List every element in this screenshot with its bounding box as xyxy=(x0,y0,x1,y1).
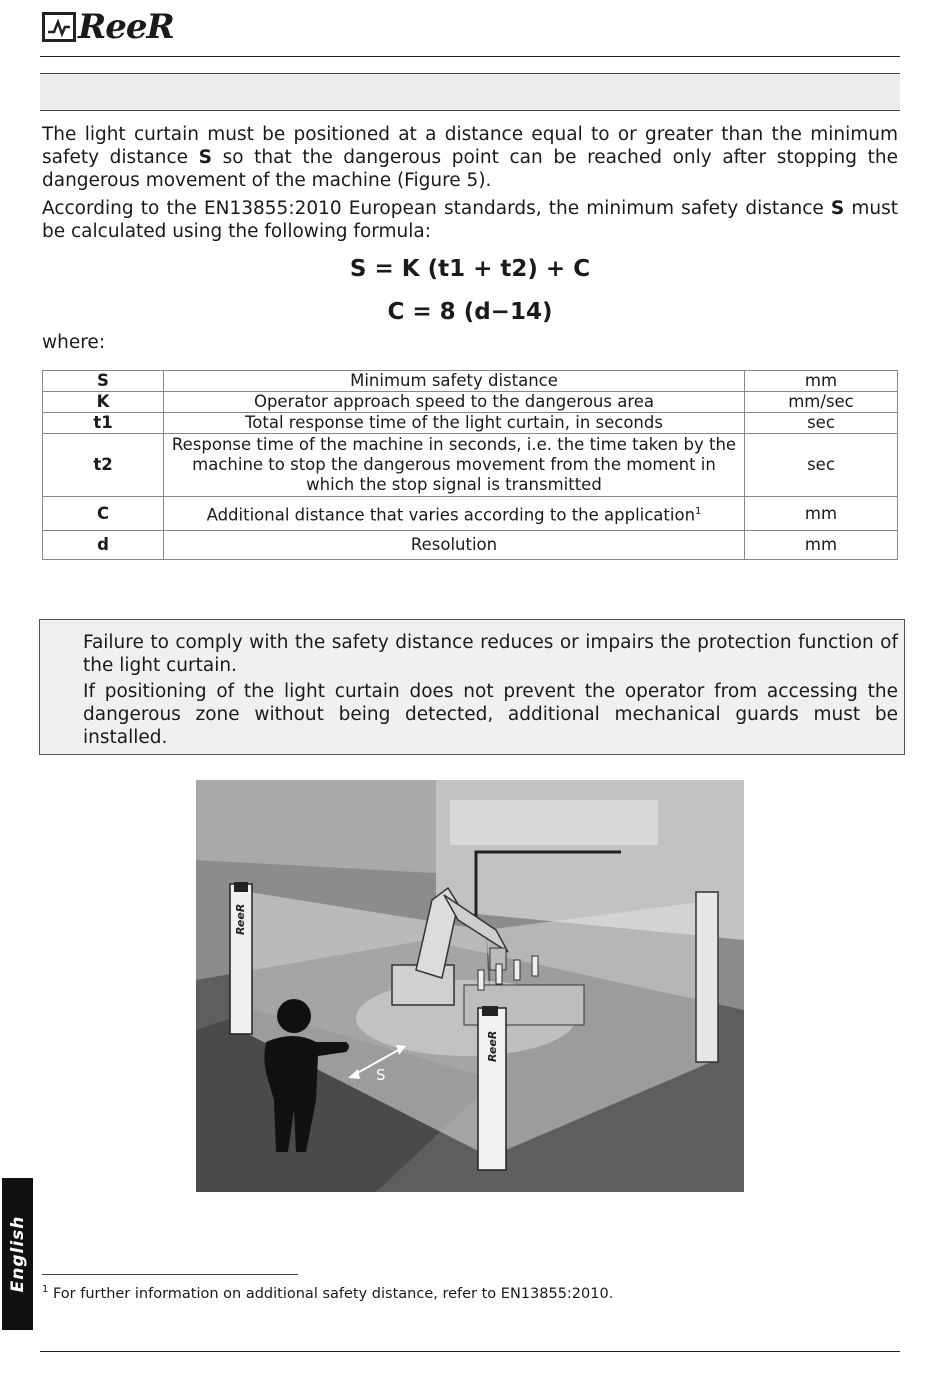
definitions-table xyxy=(42,370,898,560)
logo-text: ReeR xyxy=(78,7,174,47)
warning-box xyxy=(39,619,905,755)
table-row xyxy=(43,531,898,560)
safety-distance-illustration xyxy=(196,780,744,1192)
unit-cell: mm xyxy=(745,371,898,392)
symbol-cell: d xyxy=(43,531,164,560)
table-row xyxy=(43,497,898,531)
footnote-ref: 1 xyxy=(695,505,702,517)
warning-text-2: If positioning of the light curtain does not prevent the operator from accessing the dangerous zone without being detected, additional mechanical guards must be installed. xyxy=(83,681,898,748)
description-cell: Resolution xyxy=(164,531,745,560)
footer-rule xyxy=(40,1351,900,1352)
table-row xyxy=(43,434,898,497)
unit-cell: mm xyxy=(745,497,898,531)
symbol-cell: S xyxy=(43,371,164,392)
intro-paragraph: The light curtain must be positioned at a distance equal to or greater than the minimum safety distance S so that the dangerous point can be reached only after stopping the dangerous movement of the machine (Figure 5). xyxy=(42,124,898,191)
reer-logo xyxy=(42,7,174,47)
footnote-mark: 1 xyxy=(42,1284,49,1295)
description-cell: Operator approach speed to the dangerous area xyxy=(164,392,745,413)
unit-cell: mm/sec xyxy=(745,392,898,413)
description-cell: Additional distance that varies according to the application$^1$ xyxy=(164,497,745,531)
logo-mark-icon xyxy=(42,12,76,42)
header-rule xyxy=(40,56,900,57)
symbol-cell: t2 xyxy=(43,434,164,497)
footnote-rule xyxy=(42,1274,298,1275)
emitter-brand-left: ReeR xyxy=(234,903,247,935)
distance-label: S xyxy=(376,1066,386,1084)
symbol-cell: C xyxy=(43,497,164,531)
warning-text-1: Failure to comply with the safety distance reduces or impairs the protection function of the light curtain. xyxy=(83,632,898,676)
unit-cell: mm xyxy=(745,531,898,560)
language-tab xyxy=(2,1178,33,1330)
language-tab-label: English xyxy=(7,1215,28,1293)
unit-cell: sec xyxy=(745,413,898,434)
footnote xyxy=(42,1284,613,1302)
table-row xyxy=(43,413,898,434)
symbol-cell: K xyxy=(43,392,164,413)
formula-additional-distance: C = 8 (d−14) xyxy=(387,299,553,325)
where-label: where: xyxy=(42,332,106,353)
footnote-text: For further information on additional safety distance, refer to EN13855:2010. xyxy=(52,1285,614,1302)
emitter-brand-front: ReeR xyxy=(486,1030,499,1062)
table-row xyxy=(43,371,898,392)
description-cell: Minimum safety distance xyxy=(164,371,745,392)
description-cell: Response time of the machine in seconds, i.e. the time taken by the machine to stop the dangerous movement from the moment in which the stop signal is transmitted xyxy=(164,434,745,497)
formula-safety-distance: S = K (t1 + t2) + C xyxy=(349,256,591,282)
symbol-cell: t1 xyxy=(43,413,164,434)
description-cell: Total response time of the light curtain, in seconds xyxy=(164,413,745,434)
unit-cell: sec xyxy=(745,434,898,497)
standard-paragraph: According to the EN13855:2010 European standards, the minimum safety distance S must be calculated using the following formula: xyxy=(42,198,898,242)
table-row xyxy=(43,392,898,413)
section-title-band xyxy=(40,73,900,111)
